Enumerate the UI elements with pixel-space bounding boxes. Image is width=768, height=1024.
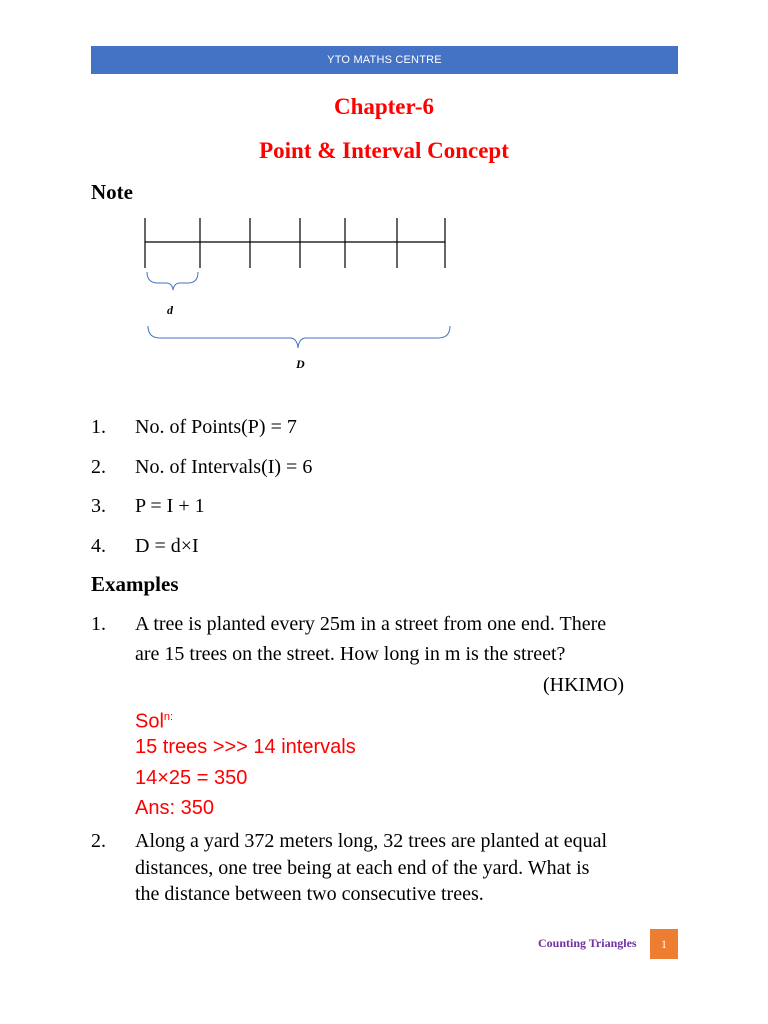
solution-step: 14×25 = 350 [135, 767, 248, 789]
small-interval-label: d [167, 303, 173, 317]
example-text: are 15 trees on the street. How long in m is the street? [135, 643, 566, 665]
list-item: No. of Intervals(I) = 6 [135, 456, 313, 478]
example-text: A tree is planted every 25m in a street from one end. There [135, 613, 607, 635]
solution-step: 15 trees >>> 14 intervals [135, 736, 356, 758]
total-distance-brace [148, 326, 450, 348]
chapter-number: Chapter-6 [333, 94, 435, 119]
example-text: Along a yard 372 meters long, 32 trees are planted at equal [135, 830, 608, 852]
total-distance-label: D [296, 357, 305, 371]
example-number: 1. [91, 613, 106, 635]
list-number: 3. [91, 495, 106, 517]
solution-superscript: n: [163, 711, 174, 723]
example-text: the distance between two consecutive trees. [135, 883, 484, 905]
list-number: 1. [91, 416, 106, 438]
chapter-title: Point & Interval Concept [259, 138, 509, 163]
list-number: 4. [91, 535, 106, 557]
note-heading: Note [91, 180, 133, 204]
list-item: No. of Points(P) = 7 [135, 416, 297, 438]
small-interval-brace [147, 272, 198, 290]
examples-heading: Examples [91, 572, 179, 596]
header-title: YTO MATHS CENTRE [327, 54, 442, 66]
example-source: (HKIMO) [543, 674, 625, 696]
page-number: 1 [661, 936, 667, 951]
list-number: 2. [91, 456, 106, 478]
header-bar [91, 46, 678, 74]
example-text: distances, one tree being at each end of the yard. What is [135, 857, 590, 879]
solution-answer: Ans: 350 [135, 797, 214, 819]
point-interval-diagram [130, 210, 470, 380]
solution-label: Sol$^{n:}$ [135, 710, 174, 733]
page-number-badge [650, 929, 678, 959]
example-number: 2. [91, 830, 106, 852]
list-item: D = d×I [135, 535, 199, 557]
footer-label: Counting Triangles [538, 936, 637, 950]
list-item: P = I + 1 [135, 495, 205, 517]
